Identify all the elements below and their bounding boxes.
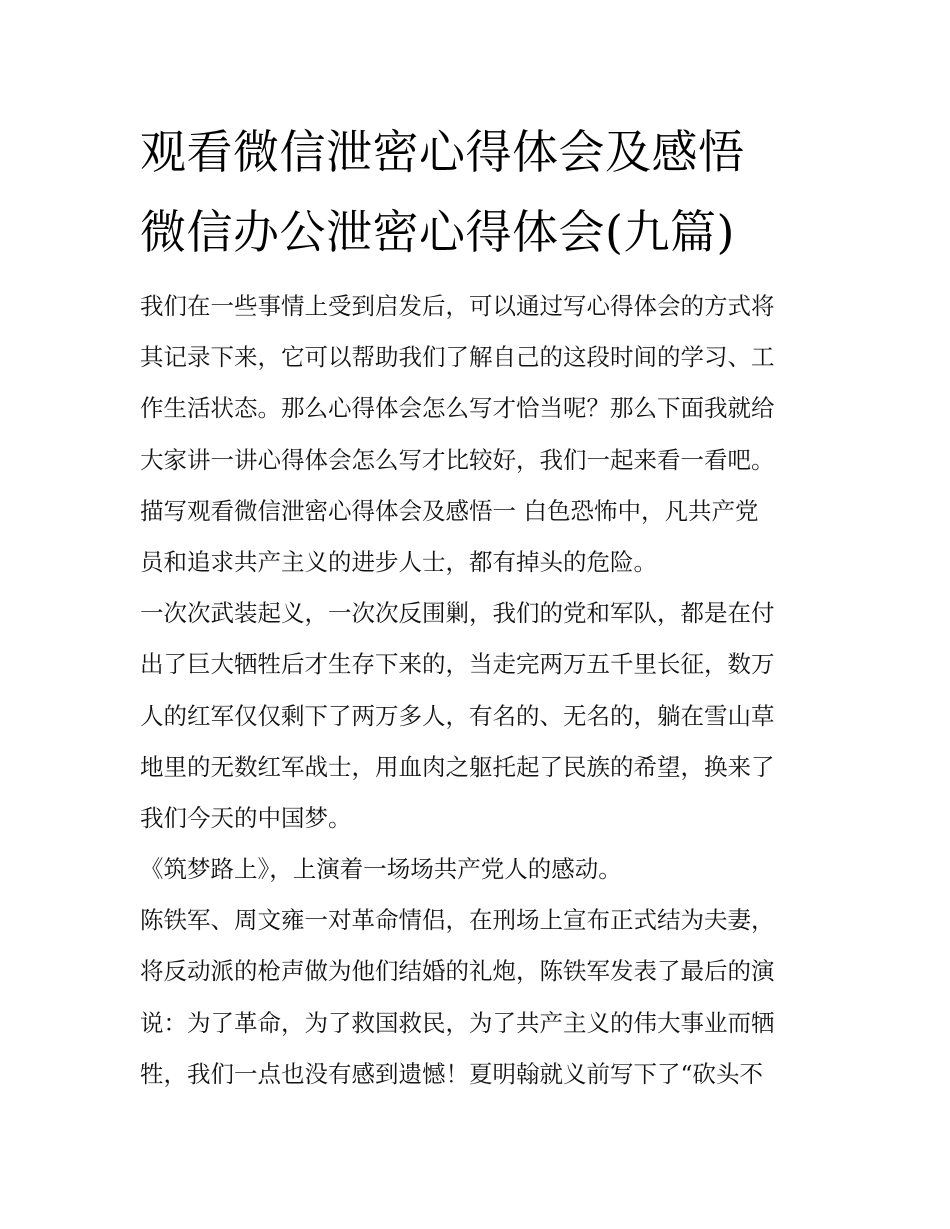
body-line: 作生活状态。那么心得体会怎么写才恰当呢？那么下面我就给 bbox=[140, 394, 775, 423]
body-line: 出了巨大牺牲后才生存下来的，当走完两万五千里长征，数万 bbox=[140, 650, 775, 679]
body-line: 员和追求共产主义的进步人士，都有掉头的危险。 bbox=[140, 547, 657, 576]
body-line: 一次次武装起义，一次次反围剿，我们的党和军队，都是在付 bbox=[140, 599, 775, 628]
body-line: 将反动派的枪声做为他们结婚的礼炮，陈铁军发表了最后的演 bbox=[140, 957, 775, 986]
title-line-2: 微信办公泄密心得体会(九篇) bbox=[140, 205, 735, 259]
body-line: 说：为了革命，为了救国救民，为了共产主义的伟大事业而牺 bbox=[140, 1008, 775, 1037]
body-line: 《筑梦路上》，上演着一场场共产党人的感动。 bbox=[140, 855, 622, 884]
body-line: 人的红军仅仅剩下了两万多人，有名的、无名的，躺在雪山草 bbox=[140, 701, 775, 730]
body-line: 描写观看微信泄密心得体会及感悟一 白色恐怖中，凡共产党 bbox=[140, 496, 759, 525]
body-line: 我们在一些事情上受到启发后，可以通过写心得体会的方式将 bbox=[140, 292, 775, 320]
body-line: 牲，我们一点也没有感到遗憾！夏明翰就义前写下了“砍头不 bbox=[140, 1059, 764, 1088]
document-title bbox=[140, 112, 820, 272]
body-line: 我们今天的中国梦。 bbox=[140, 803, 352, 832]
body-line: 地里的无数红军战士，用血肉之躯托起了民族的希望，换来了 bbox=[140, 752, 775, 781]
body-line: 陈铁军、周文雍一对革命情侣，在刑场上宣布正式结为夫妻， bbox=[140, 906, 775, 935]
body-line: 大家讲一讲心得体会怎么写才比较好，我们一起来看一看吧。 bbox=[140, 445, 775, 474]
document-body bbox=[140, 281, 820, 1100]
title-line-1: 观看微信泄密心得体会及感悟 bbox=[140, 125, 745, 179]
body-line: 其记录下来，它可以帮助我们了解自己的这段时间的学习、工 bbox=[140, 343, 775, 372]
